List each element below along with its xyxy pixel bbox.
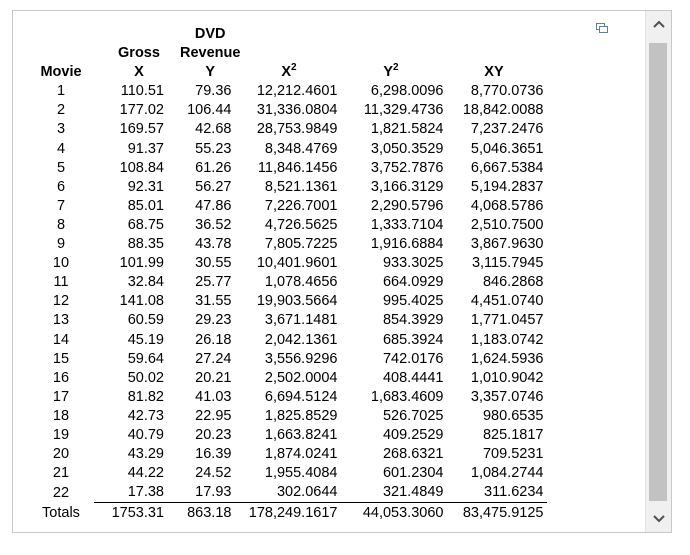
table-row — [28, 216, 547, 235]
vertical-scrollbar[interactable] — [645, 11, 671, 532]
cell-y-squared: 408.4441 — [382, 369, 444, 386]
cell-xy: 846.2868 — [482, 274, 544, 291]
cell-x-squared: 7,226.7001 — [264, 197, 338, 214]
cell-x-squared: 1,078.4656 — [264, 274, 338, 291]
cell-xy: 1,010.9042 — [470, 369, 544, 386]
cell-movie: 13 — [52, 312, 70, 329]
cell-gross: 42.73 — [127, 407, 164, 424]
totals-dvd: 863.18 — [187, 505, 232, 522]
cell-x-squared: 19,903.5664 — [256, 293, 338, 310]
cell-dvd: 27.24 — [195, 350, 232, 367]
cell-x-squared: 1,663.8241 — [264, 426, 338, 443]
cell-movie: 17 — [52, 388, 70, 405]
cell-xy: 7,237.2476 — [470, 121, 544, 138]
cell-gross: 40.79 — [127, 426, 164, 443]
cell-gross: 32.84 — [127, 274, 164, 291]
cell-gross: 45.19 — [127, 331, 164, 348]
cell-dvd: 31.55 — [195, 293, 232, 310]
cell-movie: 10 — [52, 255, 70, 272]
cell-xy: 1,183.0742 — [470, 331, 544, 348]
table-row — [28, 254, 547, 273]
scroll-down-button[interactable] — [646, 506, 671, 532]
cell-dvd: 24.52 — [195, 465, 232, 482]
cell-x-squared: 3,671.1481 — [264, 312, 338, 329]
cell-y-squared: 685.3924 — [382, 331, 444, 348]
cell-movie: 12 — [52, 293, 70, 310]
header-dvd-bottom: Y — [205, 64, 216, 81]
table-row — [28, 178, 547, 197]
cell-dvd: 20.21 — [195, 369, 232, 386]
cell-gross: 43.29 — [127, 446, 164, 463]
cell-xy: 4,451.0740 — [470, 293, 544, 310]
cell-xy: 18,842.0088 — [462, 102, 544, 119]
cell-xy: 709.5231 — [482, 446, 544, 463]
table-row — [28, 350, 547, 369]
cell-xy: 4,068.5786 — [470, 197, 544, 214]
cell-movie: 5 — [56, 159, 66, 176]
cell-movie: 4 — [56, 140, 66, 157]
totals-gross: 1753.31 — [111, 505, 164, 522]
cell-gross: 50.02 — [127, 369, 164, 386]
cell-movie: 3 — [56, 121, 66, 138]
totals-y-squared: 44,053.3060 — [362, 505, 444, 522]
cell-x-squared: 1,874.0241 — [264, 446, 338, 463]
header-x-squared — [240, 25, 338, 82]
cell-dvd: 55.23 — [195, 140, 232, 157]
cell-dvd: 47.86 — [195, 197, 232, 214]
cell-x-squared: 6,694.5124 — [264, 388, 338, 405]
cell-movie: 1 — [56, 83, 66, 100]
cell-xy: 311.6234 — [444, 483, 547, 503]
cell-xy: 3,115.7945 — [471, 255, 544, 272]
cell-movie: 6 — [56, 178, 66, 195]
table-row — [28, 369, 547, 388]
header-dvd-top: DVD — [194, 26, 226, 42]
cell-gross: 85.01 — [127, 197, 164, 214]
cell-xy: 3,867.9630 — [470, 236, 544, 253]
cell-movie: 8 — [56, 216, 66, 233]
cell-x-squared: 2,042.1361 — [264, 331, 338, 348]
cell-movie: 18 — [52, 407, 70, 424]
table-row — [28, 235, 547, 254]
cell-y-squared: 995.4025 — [382, 293, 444, 310]
cell-dvd: 61.26 — [195, 159, 232, 176]
table-row — [28, 292, 547, 311]
cell-x-squared: 1,825.8529 — [264, 407, 338, 424]
cell-xy: 1,624.5936 — [470, 350, 544, 367]
cell-gross: 68.75 — [127, 216, 164, 233]
table-row — [28, 445, 547, 464]
header-gross-top: Gross — [118, 45, 160, 62]
cell-gross: 177.02 — [119, 102, 164, 119]
cell-gross: 17.38 — [94, 483, 170, 503]
table-row — [28, 197, 547, 216]
cell-xy: 1,771.0457 — [470, 312, 544, 329]
header-movie: Movie — [40, 64, 82, 81]
cell-y-squared: 3,752.7876 — [370, 159, 444, 176]
table-row — [28, 159, 547, 178]
totals-row — [28, 503, 547, 524]
popout-window-icon[interactable] — [596, 20, 608, 30]
cell-gross: 60.59 — [127, 312, 164, 329]
cell-movie: 2 — [56, 102, 66, 119]
cell-y-squared: 854.3929 — [382, 312, 444, 329]
cell-xy: 2,510.7500 — [470, 216, 544, 233]
data-table-dialog — [12, 10, 672, 533]
table-row — [28, 273, 547, 292]
cell-movie: 15 — [52, 350, 70, 367]
cell-dvd: 36.52 — [195, 216, 232, 233]
table-row — [28, 120, 547, 139]
cell-movie: 9 — [56, 236, 66, 253]
cell-y-squared: 601.2304 — [382, 465, 444, 482]
cell-dvd: 17.93 — [170, 483, 240, 503]
cell-x-squared: 302.0644 — [240, 483, 338, 503]
totals-x-squared: 178,249.1617 — [248, 505, 338, 522]
cell-movie: 20 — [52, 446, 70, 463]
header-x2-exponent: 2 — [291, 62, 297, 74]
cell-y-squared: 1,333.7104 — [370, 216, 444, 233]
header-y-squared — [338, 25, 444, 82]
cell-gross: 101.99 — [119, 255, 164, 272]
cell-y-squared: 3,166.3129 — [370, 178, 444, 195]
scroll-up-button[interactable] — [646, 11, 671, 37]
header-x2-base: X — [281, 64, 291, 81]
cell-x-squared: 8,521.1361 — [264, 178, 338, 195]
cell-gross: 88.35 — [127, 236, 164, 253]
cell-gross: 141.08 — [119, 293, 164, 310]
cell-xy: 5,046.3651 — [470, 140, 544, 157]
cell-movie: 14 — [52, 331, 70, 348]
header-y2-base: Y — [383, 64, 393, 81]
cell-y-squared: 1,683.4609 — [370, 388, 444, 405]
chevron-down-icon — [653, 510, 665, 528]
cell-y-squared: 268.6321 — [382, 446, 444, 463]
header-gross — [94, 25, 170, 82]
cell-y-squared: 1,821.5824 — [370, 121, 444, 138]
cell-dvd: 30.55 — [195, 255, 232, 272]
cell-xy: 3,357.0746 — [470, 388, 544, 405]
cell-movie: 7 — [56, 197, 66, 214]
cell-xy: 980.6535 — [482, 407, 544, 424]
cell-dvd: 41.03 — [195, 388, 232, 405]
table-row — [28, 101, 547, 120]
cell-movie: 11 — [53, 274, 69, 291]
table-row — [28, 407, 547, 426]
cell-x-squared: 3,556.9296 — [264, 350, 338, 367]
table-row — [28, 426, 547, 445]
table-row — [28, 331, 547, 350]
cell-dvd: 106.44 — [187, 102, 232, 119]
cell-movie: 16 — [52, 369, 70, 386]
header-dvd-revenue — [170, 25, 240, 82]
cell-gross: 92.31 — [127, 178, 164, 195]
cell-dvd: 26.18 — [195, 331, 232, 348]
cell-y-squared: 933.3025 — [382, 255, 444, 272]
cell-xy: 6,667.5384 — [470, 159, 544, 176]
cell-x-squared: 2,502.0004 — [264, 369, 338, 386]
cell-dvd: 20.23 — [195, 426, 232, 443]
cell-y-squared: 1,916.6884 — [370, 236, 444, 253]
header-xy: XY — [484, 64, 504, 81]
cell-y-squared: 2,290.5796 — [370, 197, 444, 214]
header-y2-exponent: 2 — [393, 62, 399, 74]
cell-x-squared: 31,336.0804 — [256, 102, 338, 119]
cell-gross: 91.37 — [127, 140, 164, 157]
cell-x-squared: 28,753.9849 — [256, 121, 338, 138]
cell-xy: 5,194.2837 — [470, 178, 544, 195]
cell-movie: 21 — [52, 465, 70, 482]
cell-gross: 108.84 — [119, 159, 164, 176]
cell-x-squared: 11,846.1456 — [257, 159, 338, 176]
cell-x-squared: 8,348.4769 — [264, 140, 338, 157]
cell-dvd: 56.27 — [195, 178, 232, 195]
cell-y-squared: 664.0929 — [382, 274, 444, 291]
chevron-up-icon — [653, 15, 665, 33]
cell-gross: 44.22 — [127, 465, 164, 482]
cell-x-squared: 4,726.5625 — [264, 216, 338, 233]
table-row — [28, 82, 547, 101]
totals-xy: 83,475.9125 — [462, 505, 544, 522]
cell-y-squared: 742.0176 — [382, 350, 444, 367]
movie-data-table — [28, 25, 547, 523]
cell-movie: 22 — [52, 484, 70, 501]
cell-dvd: 22.95 — [195, 407, 232, 424]
cell-y-squared: 321.4849 — [338, 483, 444, 503]
cell-dvd: 25.77 — [195, 274, 232, 291]
scrollbar-thumb[interactable] — [649, 43, 667, 501]
cell-y-squared: 3,050.3529 — [370, 140, 444, 157]
cell-x-squared: 12,212.4601 — [256, 83, 338, 100]
cell-gross: 110.51 — [120, 83, 164, 100]
header-gross-bottom: X — [134, 64, 144, 81]
cell-y-squared: 6,298.0096 — [370, 83, 444, 100]
cell-xy: 1,084.2744 — [470, 465, 544, 482]
cell-dvd: 43.78 — [195, 236, 232, 253]
cell-y-squared: 409.2529 — [382, 426, 444, 443]
table-row — [28, 483, 547, 503]
table-row — [28, 311, 547, 330]
cell-dvd: 42.68 — [195, 121, 232, 138]
cell-gross: 59.64 — [127, 350, 164, 367]
table-row — [28, 464, 547, 483]
cell-x-squared: 7,805.7225 — [264, 236, 338, 253]
header-dvd-mid: Revenue — [180, 45, 241, 62]
cell-y-squared: 11,329.4736 — [363, 102, 444, 119]
table-row — [28, 140, 547, 159]
cell-movie: 19 — [52, 426, 70, 443]
cell-dvd: 16.39 — [195, 446, 232, 463]
table-row — [28, 388, 547, 407]
cell-xy: 8,770.0736 — [470, 83, 544, 100]
cell-x-squared: 10,401.9601 — [256, 255, 338, 272]
cell-gross: 81.82 — [127, 388, 164, 405]
cell-x-squared: 1,955.4084 — [264, 465, 338, 482]
cell-dvd: 29.23 — [195, 312, 232, 329]
totals-label: Totals — [42, 505, 80, 522]
cell-gross: 169.57 — [119, 121, 164, 138]
cell-dvd: 79.36 — [195, 83, 232, 100]
cell-y-squared: 526.7025 — [382, 407, 444, 424]
cell-xy: 825.1817 — [482, 426, 544, 443]
